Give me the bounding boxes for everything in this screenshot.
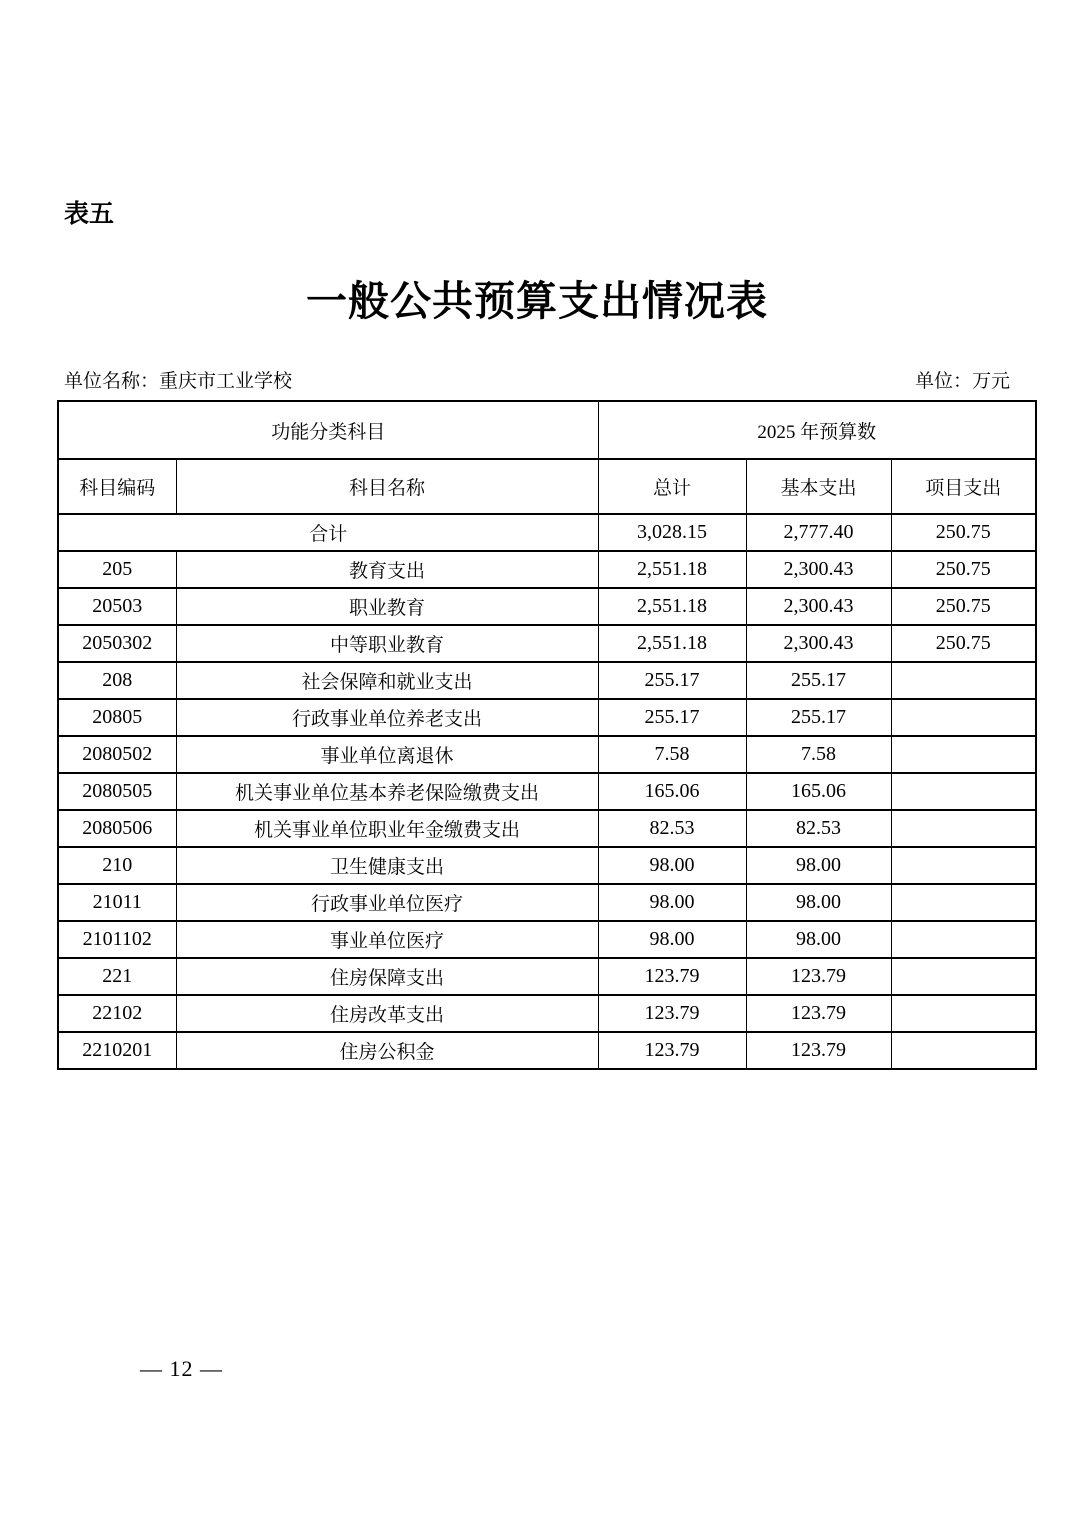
cell-project-expenditure: 250.75 [891,625,1036,662]
table-row [58,921,1036,958]
cell-subject-code: 22102 [58,995,176,1032]
cell-subject-code: 208 [58,662,176,699]
table-row [58,699,1036,736]
table-row [58,810,1036,847]
header-function-category: 功能分类科目 [58,401,598,459]
cell-project-expenditure [891,958,1036,995]
cell-project-expenditure [891,847,1036,884]
cell-total: 123.79 [598,1032,746,1069]
table-row [58,958,1036,995]
cell-subject-name: 事业单位医疗 [176,921,598,958]
table-row [58,1032,1036,1069]
cell-project-expenditure [891,884,1036,921]
table-row [58,514,1036,551]
table-row [58,551,1036,588]
cell-total: 98.00 [598,921,746,958]
cell-basic-expenditure: 2,300.43 [746,588,891,625]
cell-basic-expenditure: 98.00 [746,921,891,958]
table-row [58,736,1036,773]
cell-subject-code: 2210201 [58,1032,176,1069]
col-header-project-expenditure: 项目支出 [891,459,1036,514]
col-header-total: 总计 [598,459,746,514]
cell-project-expenditure [891,662,1036,699]
cell-project-expenditure: 250.75 [891,588,1036,625]
table-header-group-row [58,401,1036,459]
cell-basic-expenditure: 2,300.43 [746,551,891,588]
unit-name-label: 单位名称：重庆市工业学校 [64,371,293,392]
cell-basic-expenditure: 123.79 [746,958,891,995]
table-row [58,884,1036,921]
cell-basic-expenditure: 165.06 [746,773,891,810]
cell-total: 2,551.18 [598,551,746,588]
cell-subject-name: 机关事业单位职业年金缴费支出 [176,810,598,847]
cell-subject-code: 210 [58,847,176,884]
cell-subject-name: 卫生健康支出 [176,847,598,884]
cell-total: 255.17 [598,662,746,699]
cell-project-expenditure [891,1032,1036,1069]
table-label: 表五 [64,200,115,228]
cell-subject-code: 2101102 [58,921,176,958]
table-row [58,662,1036,699]
cell-project-expenditure [891,773,1036,810]
cell-subject-name: 行政事业单位医疗 [176,884,598,921]
cell-total: 82.53 [598,810,746,847]
cell-subject-code: 205 [58,551,176,588]
cell-subject-name: 合计 [58,514,598,551]
page-number: — 12 — [140,1356,223,1381]
cell-basic-expenditure: 7.58 [746,736,891,773]
cell-subject-code: 2080506 [58,810,176,847]
cell-subject-code: 221 [58,958,176,995]
cell-subject-code: 2050302 [58,625,176,662]
cell-subject-name: 机关事业单位基本养老保险缴费支出 [176,773,598,810]
col-header-subject-code: 科目编码 [58,459,176,514]
cell-subject-name: 住房公积金 [176,1032,598,1069]
cell-basic-expenditure: 98.00 [746,847,891,884]
cell-subject-code: 2080505 [58,773,176,810]
cell-project-expenditure: 250.75 [891,514,1036,551]
cell-subject-name: 事业单位离退休 [176,736,598,773]
cell-basic-expenditure: 123.79 [746,995,891,1032]
cell-basic-expenditure: 255.17 [746,662,891,699]
unit-of-measure-label: 单位：万元 [914,371,1010,392]
cell-project-expenditure [891,699,1036,736]
cell-total: 2,551.18 [598,588,746,625]
cell-project-expenditure [891,736,1036,773]
cell-basic-expenditure: 98.00 [746,884,891,921]
cell-total: 98.00 [598,884,746,921]
cell-subject-name: 住房改革支出 [176,995,598,1032]
table-body [58,514,1036,1069]
col-header-subject-name: 科目名称 [176,459,598,514]
table-column-header-row [58,459,1036,514]
cell-total: 123.79 [598,995,746,1032]
table-row [58,588,1036,625]
cell-project-expenditure [891,810,1036,847]
meta-row [64,366,1010,393]
cell-project-expenditure [891,995,1036,1032]
cell-subject-code: 20805 [58,699,176,736]
cell-basic-expenditure: 123.79 [746,1032,891,1069]
cell-project-expenditure: 250.75 [891,551,1036,588]
cell-subject-code: 2080502 [58,736,176,773]
page-title: 一般公共预算支出情况表 [306,278,768,324]
cell-total: 7.58 [598,736,746,773]
cell-basic-expenditure: 82.53 [746,810,891,847]
table-row [58,847,1036,884]
cell-subject-name: 住房保障支出 [176,958,598,995]
cell-total: 165.06 [598,773,746,810]
cell-subject-code: 20503 [58,588,176,625]
cell-basic-expenditure: 255.17 [746,699,891,736]
cell-total: 2,551.18 [598,625,746,662]
header-budget-2025: 2025 年预算数 [598,401,1036,459]
cell-project-expenditure [891,921,1036,958]
cell-total: 123.79 [598,958,746,995]
table-row [58,625,1036,662]
cell-basic-expenditure: 2,777.40 [746,514,891,551]
table-row [58,995,1036,1032]
cell-basic-expenditure: 2,300.43 [746,625,891,662]
cell-total: 3,028.15 [598,514,746,551]
col-header-basic-expenditure: 基本支出 [746,459,891,514]
cell-total: 98.00 [598,847,746,884]
cell-subject-name: 职业教育 [176,588,598,625]
budget-table [57,400,1037,1070]
cell-total: 255.17 [598,699,746,736]
cell-subject-name: 教育支出 [176,551,598,588]
cell-subject-name: 行政事业单位养老支出 [176,699,598,736]
cell-subject-name: 中等职业教育 [176,625,598,662]
cell-subject-code: 21011 [58,884,176,921]
cell-subject-name: 社会保障和就业支出 [176,662,598,699]
table-row [58,773,1036,810]
